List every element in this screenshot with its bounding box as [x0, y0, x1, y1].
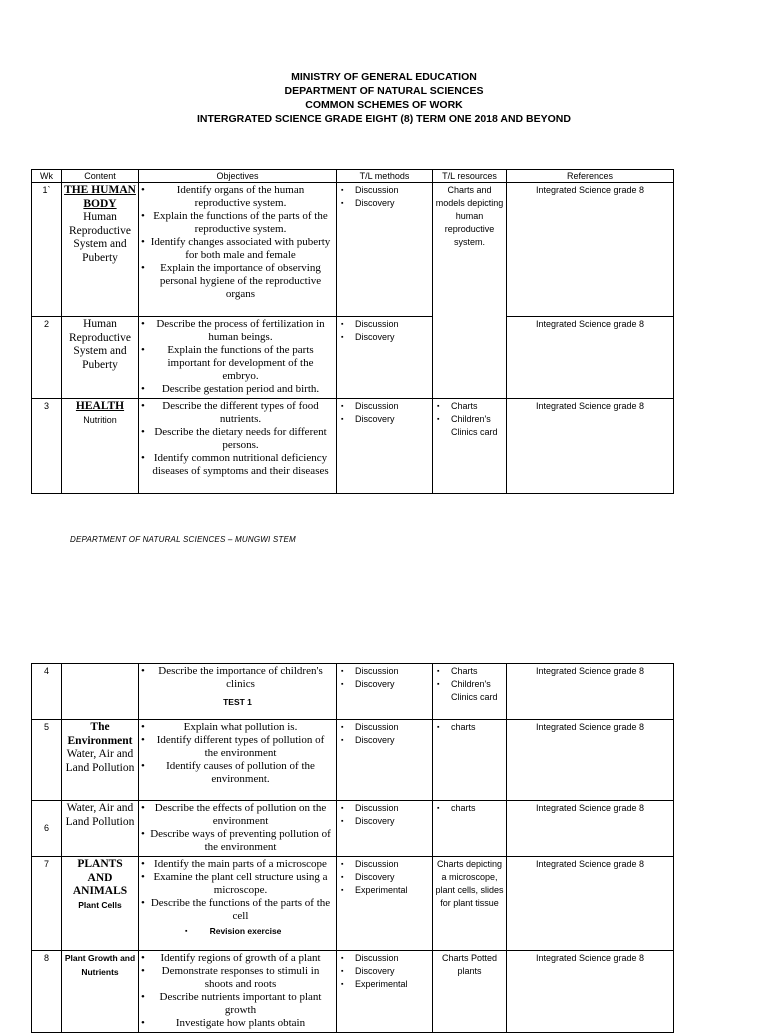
reference-cell: Integrated Science grade 8	[507, 951, 674, 1033]
week-cell: 7	[32, 857, 62, 951]
list-item-text: Discussion	[355, 185, 399, 195]
list-item-text: Discussion	[355, 666, 399, 676]
methods-cell	[337, 801, 433, 857]
objective-text: Identify organs of the human reproductive system.	[176, 184, 305, 209]
content-cell	[62, 399, 139, 494]
objective-text: Describe the process of fertilization in human beings.	[156, 318, 325, 343]
table-row	[32, 399, 674, 494]
topic-title: The Environment	[67, 721, 133, 747]
objective-item	[141, 344, 334, 383]
scheme-table-page2	[31, 663, 674, 1033]
list-item	[339, 884, 430, 897]
objective-item	[141, 318, 334, 344]
col-header-methods: T/L methods	[337, 170, 433, 183]
list-item	[339, 734, 430, 747]
content-cell	[62, 801, 139, 857]
square-bullet-icon: ▪	[437, 724, 440, 731]
square-bullet-icon: ▪	[437, 403, 440, 410]
objective-item	[141, 991, 334, 1017]
list-item	[339, 400, 430, 413]
list-item	[339, 331, 430, 344]
bullet-icon: •	[141, 734, 145, 746]
resources-cell: Charts depicting a microscope, plant cells, slides for plant tissue	[433, 857, 507, 951]
objective-text: Describe the different types of food nutrients.	[162, 400, 319, 425]
subtopic: Plant Cells	[78, 899, 122, 910]
square-bullet-icon: ▪	[341, 724, 344, 731]
week-cell: 6	[32, 801, 62, 857]
square-bullet-icon: ▪	[341, 737, 344, 744]
list-item	[339, 665, 430, 678]
objective-item	[141, 210, 334, 236]
scheme-table-page1	[31, 169, 674, 494]
table-row	[32, 720, 674, 801]
objective-item	[141, 721, 334, 734]
objective-item	[141, 236, 334, 262]
content-cell	[62, 720, 139, 801]
square-bullet-icon: ▪	[341, 200, 344, 207]
week-cell: 1`	[32, 183, 62, 317]
square-bullet-icon: ▪	[341, 805, 344, 812]
subject-title: INTERGRATED SCIENCE GRADE EIGHT (8) TERM ONE 2018 AND BEYOND	[197, 113, 571, 125]
bullet-icon: •	[141, 383, 145, 395]
bullet-icon: •	[141, 802, 145, 814]
reference-cell: Integrated Science grade 8	[507, 857, 674, 951]
bullet-icon: •	[141, 858, 145, 870]
list-item	[435, 413, 504, 439]
table-row	[32, 951, 674, 1033]
bullet-icon: •	[141, 236, 145, 248]
list-item	[435, 721, 504, 734]
bullet-icon: •	[141, 400, 145, 412]
resources-cell	[433, 720, 507, 801]
list-item	[339, 815, 430, 828]
square-bullet-icon: ▪	[341, 887, 344, 894]
square-bullet-icon: ▪	[341, 818, 344, 825]
objective-text: Identify different types of pollution of the environment	[156, 734, 325, 759]
objective-text: Explain the functions of the parts important for development of the embryo.	[167, 344, 314, 382]
subtopic: Water, Air and Land Pollution	[65, 802, 135, 828]
reference-cell: Integrated Science grade 8	[507, 399, 674, 494]
methods-cell	[337, 317, 433, 399]
list-item	[339, 871, 430, 884]
square-bullet-icon: ▪	[341, 187, 344, 194]
objective-text: Describe ways of preventing pollution of the environment	[150, 828, 331, 853]
objective-text: Identify changes associated with puberty for both male and female	[150, 236, 331, 261]
bullet-icon: •	[141, 828, 145, 840]
methods-cell	[337, 857, 433, 951]
list-item-text: Experimental	[355, 979, 408, 989]
scheme-title: COMMON SCHEMES OF WORK	[305, 99, 463, 111]
objective-item	[141, 897, 334, 923]
list-item-text: Charts	[451, 401, 478, 411]
list-item	[339, 197, 430, 210]
square-bullet-icon: ▪	[341, 861, 344, 868]
subtopic: Water, Air and Land Pollution	[65, 748, 135, 774]
objective-item	[141, 734, 334, 760]
objective-text: Describe the importance of children's clinics	[158, 665, 323, 690]
col-header-content: Content	[62, 170, 139, 183]
square-bullet-icon: ▪	[341, 403, 344, 410]
col-header-references: References	[507, 170, 674, 183]
objective-item	[141, 426, 334, 452]
list-item-text: Discovery	[355, 679, 395, 689]
bullet-icon: •	[141, 721, 145, 733]
week-cell: 3	[32, 399, 62, 494]
list-item	[339, 721, 430, 734]
week-cell: 8	[32, 951, 62, 1033]
bullet-icon: •	[141, 184, 145, 196]
col-header-objectives: Objectives	[139, 170, 337, 183]
subtopic: Human Reproductive System and Puberty	[69, 211, 131, 264]
list-item-text: Discovery	[355, 198, 395, 208]
bullet-icon: •	[141, 760, 145, 772]
square-bullet-icon: ▪	[341, 416, 344, 423]
objective-text: Identify the main parts of a microscope	[154, 858, 327, 870]
list-item	[339, 952, 430, 965]
list-item-text: Discussion	[355, 953, 399, 963]
objective-text: Demonstrate responses to stimuli in shoots and roots	[161, 965, 320, 990]
content-cell	[62, 183, 139, 317]
list-item	[339, 184, 430, 197]
objectives-cell	[139, 951, 337, 1033]
topic-title: HEALTH	[75, 400, 125, 412]
resources-cell: Charts and models depicting human reproductive system.	[433, 183, 507, 399]
reference-cell: Integrated Science grade 8	[507, 183, 674, 317]
table-header-row	[32, 170, 674, 183]
methods-cell	[337, 720, 433, 801]
table-row	[32, 317, 674, 399]
test-note: TEST 1	[223, 697, 252, 707]
objective-text: Describe the effects of pollution on the environment	[154, 802, 327, 827]
methods-cell	[337, 399, 433, 494]
reference-cell: Integrated Science grade 8	[507, 720, 674, 801]
list-item-text: Experimental	[355, 885, 408, 895]
list-item-text: charts	[451, 803, 476, 813]
topic-title: PLANTS AND ANIMALS	[72, 858, 128, 897]
table-row	[32, 183, 674, 317]
reference-cell: Integrated Science grade 8	[507, 801, 674, 857]
topic-title: THE HUMAN BODY	[64, 184, 136, 210]
square-bullet-icon: ▪	[341, 668, 344, 675]
list-item	[435, 802, 504, 815]
bullet-icon: •	[141, 1017, 145, 1029]
ministry-title: MINISTRY OF GENERAL EDUCATION	[291, 71, 477, 83]
objectives-cell	[139, 801, 337, 857]
objective-text: Describe the functions of the parts of the cell	[150, 897, 331, 922]
department-title: DEPARTMENT OF NATURAL SCIENCES	[284, 85, 484, 97]
list-item-text: charts	[451, 722, 476, 732]
week-cell: 2	[32, 317, 62, 399]
list-item-text: Discovery	[355, 332, 395, 342]
list-item	[339, 858, 430, 871]
objective-item	[141, 828, 334, 854]
list-item	[339, 413, 430, 426]
subtopic: Human Reproductive System and Puberty	[69, 318, 131, 371]
square-bullet-icon: ▪	[341, 334, 344, 341]
square-bullet-icon: ▪	[341, 321, 344, 328]
bullet-icon: •	[141, 965, 145, 977]
resources-cell	[433, 664, 507, 720]
square-bullet-icon: ▪	[437, 668, 440, 675]
objective-text: Explain the importance of observing personal hygiene of the reproductive organs	[159, 262, 322, 300]
list-item-text: Charts	[451, 666, 478, 676]
objectives-cell	[139, 664, 337, 720]
objectives-cell	[139, 857, 337, 951]
resources-cell	[433, 801, 507, 857]
objective-text: Describe the dietary needs for different persons.	[154, 426, 327, 451]
table-row	[32, 664, 674, 720]
objective-text: Identify common nutritional deficiency diseases of symptoms and their diseases	[152, 452, 329, 477]
week-cell: 5	[32, 720, 62, 801]
list-item-text: Children's Clinics card	[451, 414, 498, 437]
bullet-icon: •	[141, 210, 145, 222]
list-item	[435, 678, 504, 704]
content-cell	[62, 664, 139, 720]
col-header-wk: Wk	[32, 170, 62, 183]
bullet-icon: •	[141, 897, 145, 909]
objective-text: Investigate how plants obtain	[175, 1017, 306, 1029]
list-item	[435, 400, 504, 413]
objective-item	[141, 452, 334, 478]
list-item	[339, 802, 430, 815]
list-item-text: Discussion	[355, 803, 399, 813]
bullet-icon: •	[141, 952, 145, 964]
objectives-cell	[139, 399, 337, 494]
square-bullet-icon: ▪	[341, 955, 344, 962]
bullet-icon: •	[141, 991, 145, 1003]
square-bullet-icon: ▪	[437, 681, 440, 688]
list-item	[435, 665, 504, 678]
objective-item	[141, 965, 334, 991]
content-cell	[62, 857, 139, 951]
list-item	[339, 965, 430, 978]
square-bullet-icon: ▪	[341, 981, 344, 988]
document-header	[0, 70, 768, 126]
square-bullet-icon: ▪	[437, 416, 440, 423]
page-footer: DEPARTMENT OF NATURAL SCIENCES – MUNGWI STEM	[70, 535, 296, 544]
list-item-text: Discussion	[355, 319, 399, 329]
week-cell: 4	[32, 664, 62, 720]
objective-text: Explain the functions of the parts of the reproductive system.	[153, 210, 328, 235]
bullet-icon: •	[141, 452, 145, 464]
list-item-text: Discussion	[355, 859, 399, 869]
bullet-icon: •	[141, 318, 145, 330]
list-item-text: Discovery	[355, 414, 395, 424]
square-bullet-icon: ▪	[341, 681, 344, 688]
objective-item	[141, 400, 334, 426]
objective-text: Identify regions of growth of a plant	[160, 952, 321, 964]
content-cell	[62, 317, 139, 399]
list-item-text: Discovery	[355, 872, 395, 882]
square-bullet-icon: ▪	[341, 874, 344, 881]
list-item-text: Discovery	[355, 966, 395, 976]
objective-item	[141, 383, 334, 396]
objectives-cell	[139, 183, 337, 317]
bullet-icon: •	[141, 344, 145, 356]
square-bullet-icon: ▪	[437, 805, 440, 812]
bullet-icon: •	[141, 426, 145, 438]
objective-item	[141, 760, 334, 786]
square-bullet-icon: ▪	[341, 968, 344, 975]
objective-text: Identify causes of pollution of the environment.	[166, 760, 315, 785]
objective-item	[141, 952, 334, 965]
bullet-icon: •	[141, 262, 145, 274]
objective-text: Explain what pollution is.	[183, 721, 298, 733]
table-row	[32, 801, 674, 857]
objective-item	[141, 802, 334, 828]
subtopic: Nutrition	[83, 414, 117, 425]
methods-cell	[337, 664, 433, 720]
list-item-text: Discovery	[355, 735, 395, 745]
objective-item	[141, 665, 334, 691]
objective-item	[141, 858, 334, 871]
resources-cell: Charts Potted plants	[433, 951, 507, 1033]
bullet-icon: •	[141, 871, 145, 883]
bullet-icon: •	[141, 665, 145, 677]
list-item	[339, 978, 430, 991]
reference-cell: Integrated Science grade 8	[507, 664, 674, 720]
revision-note: ▪ Revision exercise	[185, 926, 282, 936]
list-item-text: Discussion	[355, 401, 399, 411]
objectives-cell	[139, 720, 337, 801]
table-row	[32, 857, 674, 951]
subtopic: Plant Growth and Nutrients	[64, 953, 136, 977]
objective-item	[141, 184, 334, 210]
methods-cell	[337, 951, 433, 1033]
reference-cell: Integrated Science grade 8	[507, 317, 674, 399]
list-item-text: Children's Clinics card	[451, 679, 498, 702]
resources-cell	[433, 399, 507, 494]
objective-item	[141, 871, 334, 897]
objective-text: Describe gestation period and birth.	[161, 383, 320, 395]
objective-item	[141, 262, 334, 301]
content-cell	[62, 951, 139, 1033]
methods-cell	[337, 183, 433, 317]
objectives-cell	[139, 317, 337, 399]
list-item-text: Discussion	[355, 722, 399, 732]
list-item	[339, 678, 430, 691]
objective-text: Examine the plant cell structure using a microscope.	[153, 871, 328, 896]
col-header-resources: T/L resources	[433, 170, 507, 183]
objective-text: Describe nutrients important to plant growth	[159, 991, 322, 1016]
list-item	[339, 318, 430, 331]
list-item-text: Discovery	[355, 816, 395, 826]
